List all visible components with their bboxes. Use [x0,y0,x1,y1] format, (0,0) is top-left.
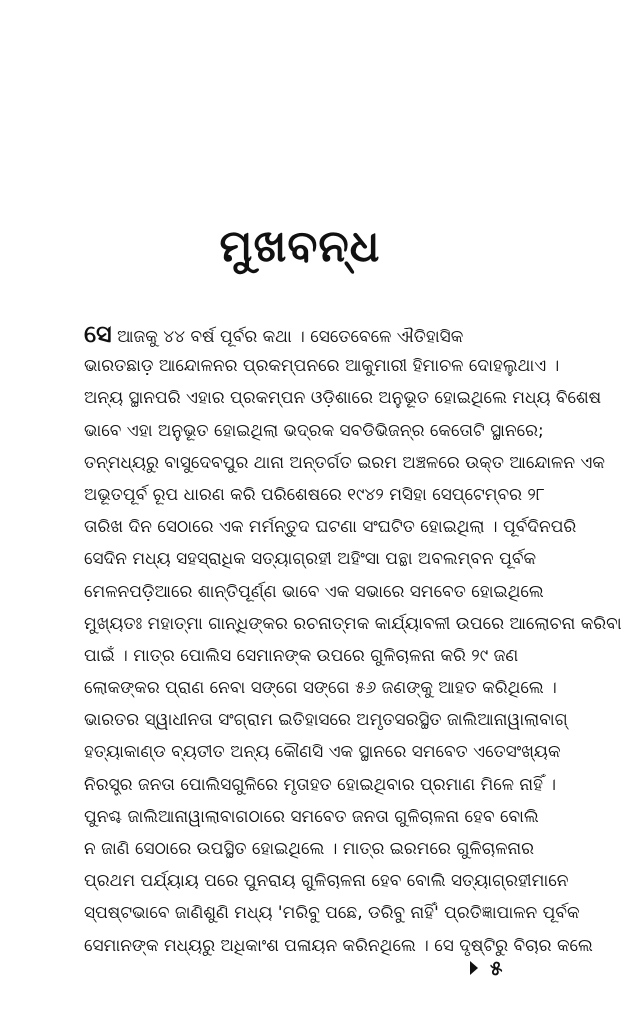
text-line: ଭାବେ ଏହା ଅନୁଭୂତ ହୋଇଥିଲା ଭଦ୍ରକ ସବଡିଭିଜନ୍‌ର କେତୋଟି ସ୍ଥାନରେ; [84,420,544,441]
text-line: ହତ୍ୟାକାଣ୍ଡ ବ୍ୟତୀତ ଅନ୍ୟ କୌଣସି ଏକ ସ୍ଥାନରେ ସମବେତ ଏତେସଂଖ୍ୟକ [84,742,561,763]
text-line: ସେଦିନ ମଧ୍ୟ ସହସ୍ରାଧିକ ସତ୍ୟାଗ୍ରହୀ ଅହିଂସା ପନ୍ଥା ଅବଲମ୍ବନ ପୂର୍ବକ [84,549,537,570]
text-line: ସେମାନଙ୍କ ମଧ୍ୟରୁ ଅଧିକାଂଶ ପଳାୟନ କରିନଥିଲେ । ସେ ଦୃଷ୍ଟିରୁ ବିଚାର କଲେ [84,935,593,956]
body-paragraph [84,318,622,962]
triangle-marker-icon [470,961,478,975]
text-line: ପାଇଁ । ମାତ୍ର ପୋଲିସ ସେମାନଙ୍କ ଉପରେ ଗୁଳିଚାଳନା କରି ୨୯ ଜଣ [84,645,519,666]
text-line: ତନ୍ମଧ୍ୟରୁ ବାସୁଦେବପୁର ଥାନା ଅନ୍ତର୍ଗତ ଇରମ ଅଞ୍ଚଳରେ ଉକ୍ତ ଆନ୍ଦୋଳନ ଏକ [84,452,605,473]
page-title: ମୁଖବନ୍ଧ [219,221,381,272]
text-line [84,318,514,350]
text-line: ମେଳନପଡ଼ିଆରେ ଶାନ୍ତିପୂର୍ଣ୍ଣ ଭାବେ ଏକ ସଭାରେ ସମବେତ ହୋଇଥିଲେ [84,581,544,602]
text-line: ମୁଖ୍ୟତଃ ମହାତ୍ମା ଗାନ୍ଧିଙ୍କର ରଚନାତ୍ମକ କାର୍ଯ୍ୟାବଳୀ ଉପରେ ଆଲୋଚନା କରିବା [84,613,622,634]
text-line: ଭାରତଛାଡ଼ ଆନ୍ଦୋଳନର ପ୍ରକମ୍ପନରେ ଆକୁମାରୀ ହିମାଚଳ ଦୋହଲୁଥାଏ । [84,356,560,377]
text-line: ଅନ୍ୟ ସ୍ଥାନପରି ଏହାର ପ୍ରକମ୍ପନ ଓଡ଼ିଶାରେ ଅନୁଭୂତ ହୋଇଥିଲେ ମଧ୍ୟ ବିଶେଷ [84,388,602,409]
text-line: ଲୋକଙ୍କର ପ୍ରାଣ ନେବା ସଙ୍ଗେ ସଙ୍ଗେ ୫୬ ଜଣଙ୍କୁ ଆହତ କରିଥିଲେ । [84,678,557,699]
text-line: ତାରିଖ ଦିନ ସେଠାରେ ଏକ ମର୍ମନ୍ତୁଦ ଘଟଣା ସଂଘଟିତ ହୋଇଥିଲା । ପୂର୍ବଦିନପରି [84,517,577,538]
drop-word: ସେ [84,320,112,348]
text-line: ସ୍ପଷ୍ଟଭାବେ ଜାଣିଶୁଣି ମଧ୍ୟ 'ମରିବୁ ପଛେ, ଡରିବୁ ନାହିଁ' ପ୍ରତିଜ୍ଞାପାଳନ ପୂର୍ବକ [84,903,580,924]
text-line: ଅଭୂତପୂର୍ବ ରୂପ ଧାରଣ କରି ପରିଶେଷରେ ୧୯୪୨ ମସିହା ସେପ୍ଟେମ୍ବର ୨୮ [84,484,545,505]
page-footer [470,954,530,982]
text-line: ନିରସ୍ତ୍ର ଜନତା ପୋଲିସଗୁଳିରେ ମୃତାହତ ହୋଇଥିବାର ପ୍ରମାଣ ମିଳେ ନାହିଁ । [84,774,557,795]
text-line: ପ୍ରଥମ ପର୍ଯ୍ୟାୟ ପରେ ପୁନରାୟ ଗୁଳିଚାଳନା ହେବ ବୋଲି ସତ୍ୟାଗ୍ରହୀମାନେ [84,871,569,892]
text-line-content: ଆଜକୁ ୪୪ ବର୍ଷ ପୂର୍ବର କଥା । ସେତେବେଳେ ଐତିହାସିକ [111,327,464,347]
text-line: ନ ଜାଣି ସେଠାରେ ଉପସ୍ଥିତ ହୋଇଥିଲେ । ମାତ୍ର ଇରମରେ ଗୁଳିଚାଳନାର [84,839,535,859]
page-number: ୫ [490,956,503,980]
text-line: ଭାରତର ସ୍ୱାଧୀନତା ସଂଗ୍ରାମ ଇତିହାସରେ ଅମୃତସରସ୍ଥିତ ଜାଲିଆନାୱାଲାବାଗ୍‌ [84,710,568,731]
text-line: ପୁନଶ୍ଚ ଜାଲିଆନାୱାଲାବାଗଠାରେ ସମବେତ ଜନତା ଗୁଳିଚାଳନା ହେବ ବୋଲି [84,806,539,827]
